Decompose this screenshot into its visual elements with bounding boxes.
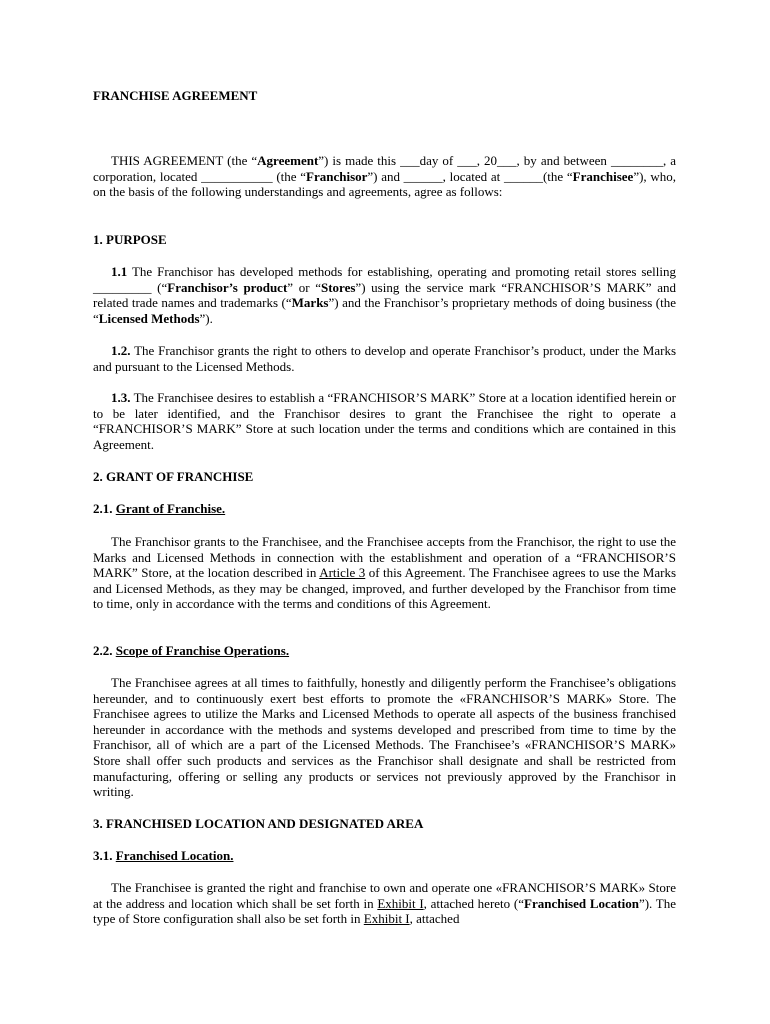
clause-1-1: 1.1 The Franchisor has developed methods for establishing, operating and promoting retail stores selling _________ (“Franchisor’s product” or “Stores”) using the service mark “FRANCHISOR’S MARK” and related trade names and trademarks (“Marks”) and the Franchisor’s proprietary methods of doing business (the “Licensed Methods”). [93,264,676,326]
exhibit-i-link[interactable]: Exhibit I [377,895,424,911]
clause-2-2-body: The Franchisee agrees at all times to faithfully, honestly and diligently perform the Franchisee’s obligations hereunder, and to continuously exert best efforts to promote the «FRANCHISOR’S MARK» Store. The Franchisee agrees to utilize the Marks and Licensed Methods to operate all aspects of the business franchised hereunder in accordance with the methods and systems developed and prescribed from time to time by the Franchisor, all of which are a part of the Licensed Methods. The Franchisee’s «FRANCHISOR’S MARK» Store shall offer such products and services as the Franchisor shall designate and shall be restricted from manufacturing, offering or selling any products or services not previously approved by the Franchisor in writing. [93,675,676,800]
clause-3-1-body: The Franchisee is granted the right and franchise to own and operate one «FRANCHISOR’S MARK» Store at the address and location which shall be set forth in Exhibit I, attached hereto (“Franchised Location”). The type of Store configuration shall also be set forth in Exhibit I, attached [93,880,677,927]
clause-1-3: 1.3. The Franchisee desires to establish a “FRANCHISOR’S MARK” Store at a location identified herein or to be later identified, and the Franchisor desires to grant the Franchisee the right to operate a “FRANCHISOR’S MARK” Store at such location under the terms and conditions which are contained in this Agreement. [93,390,676,452]
clause-2-2-heading: 2.2. Scope of Franchise Operations. [93,643,290,658]
clause-1-2: 1.2. The Franchisor grants the right to others to develop and operate Franchisor’s product, under the Marks and pursuant to the Licensed Methods. [93,343,676,374]
document-title: FRANCHISE AGREEMENT [93,88,258,103]
article-3-link[interactable]: Article 3 [319,565,366,581]
section-2-heading: 2. GRANT OF FRANCHISE [93,469,254,484]
intro-paragraph: THIS AGREEMENT (the “Agreement”) is made this ___day of ___, 20___, by and between ________, a corporation, located ___________ (the “Franchisor”) and ______, located at ______(the “Franchisee”), who, on the basis of the following understandings and agreements, agree as follows: [93,153,677,200]
clause-2-1-heading: 2.1. Grant of Franchise. [93,501,226,516]
exhibit-i-link-2[interactable]: Exhibit I [363,911,410,927]
section-1-heading: 1. PURPOSE [93,232,167,247]
clause-2-1-body: The Franchisor grants to the Franchisee, and the Franchisee accepts from the Franchisor, the right to use the Marks and Licensed Methods in connection with the establishment and operation of a “FRANCHISOR’S MARK” Store, at the location described in Article 3 of this Agreement. The Franchisee agrees to use the Marks and Licensed Methods, as they may be changed, improved, and further developed by the Franchisor from time to time, only in accordance with the terms and conditions of this Agreement. [93,534,677,612]
clause-3-1-heading: 3.1. Franchised Location. [93,848,234,863]
section-3-heading: 3. FRANCHISED LOCATION AND DESIGNATED AREA [93,816,424,831]
